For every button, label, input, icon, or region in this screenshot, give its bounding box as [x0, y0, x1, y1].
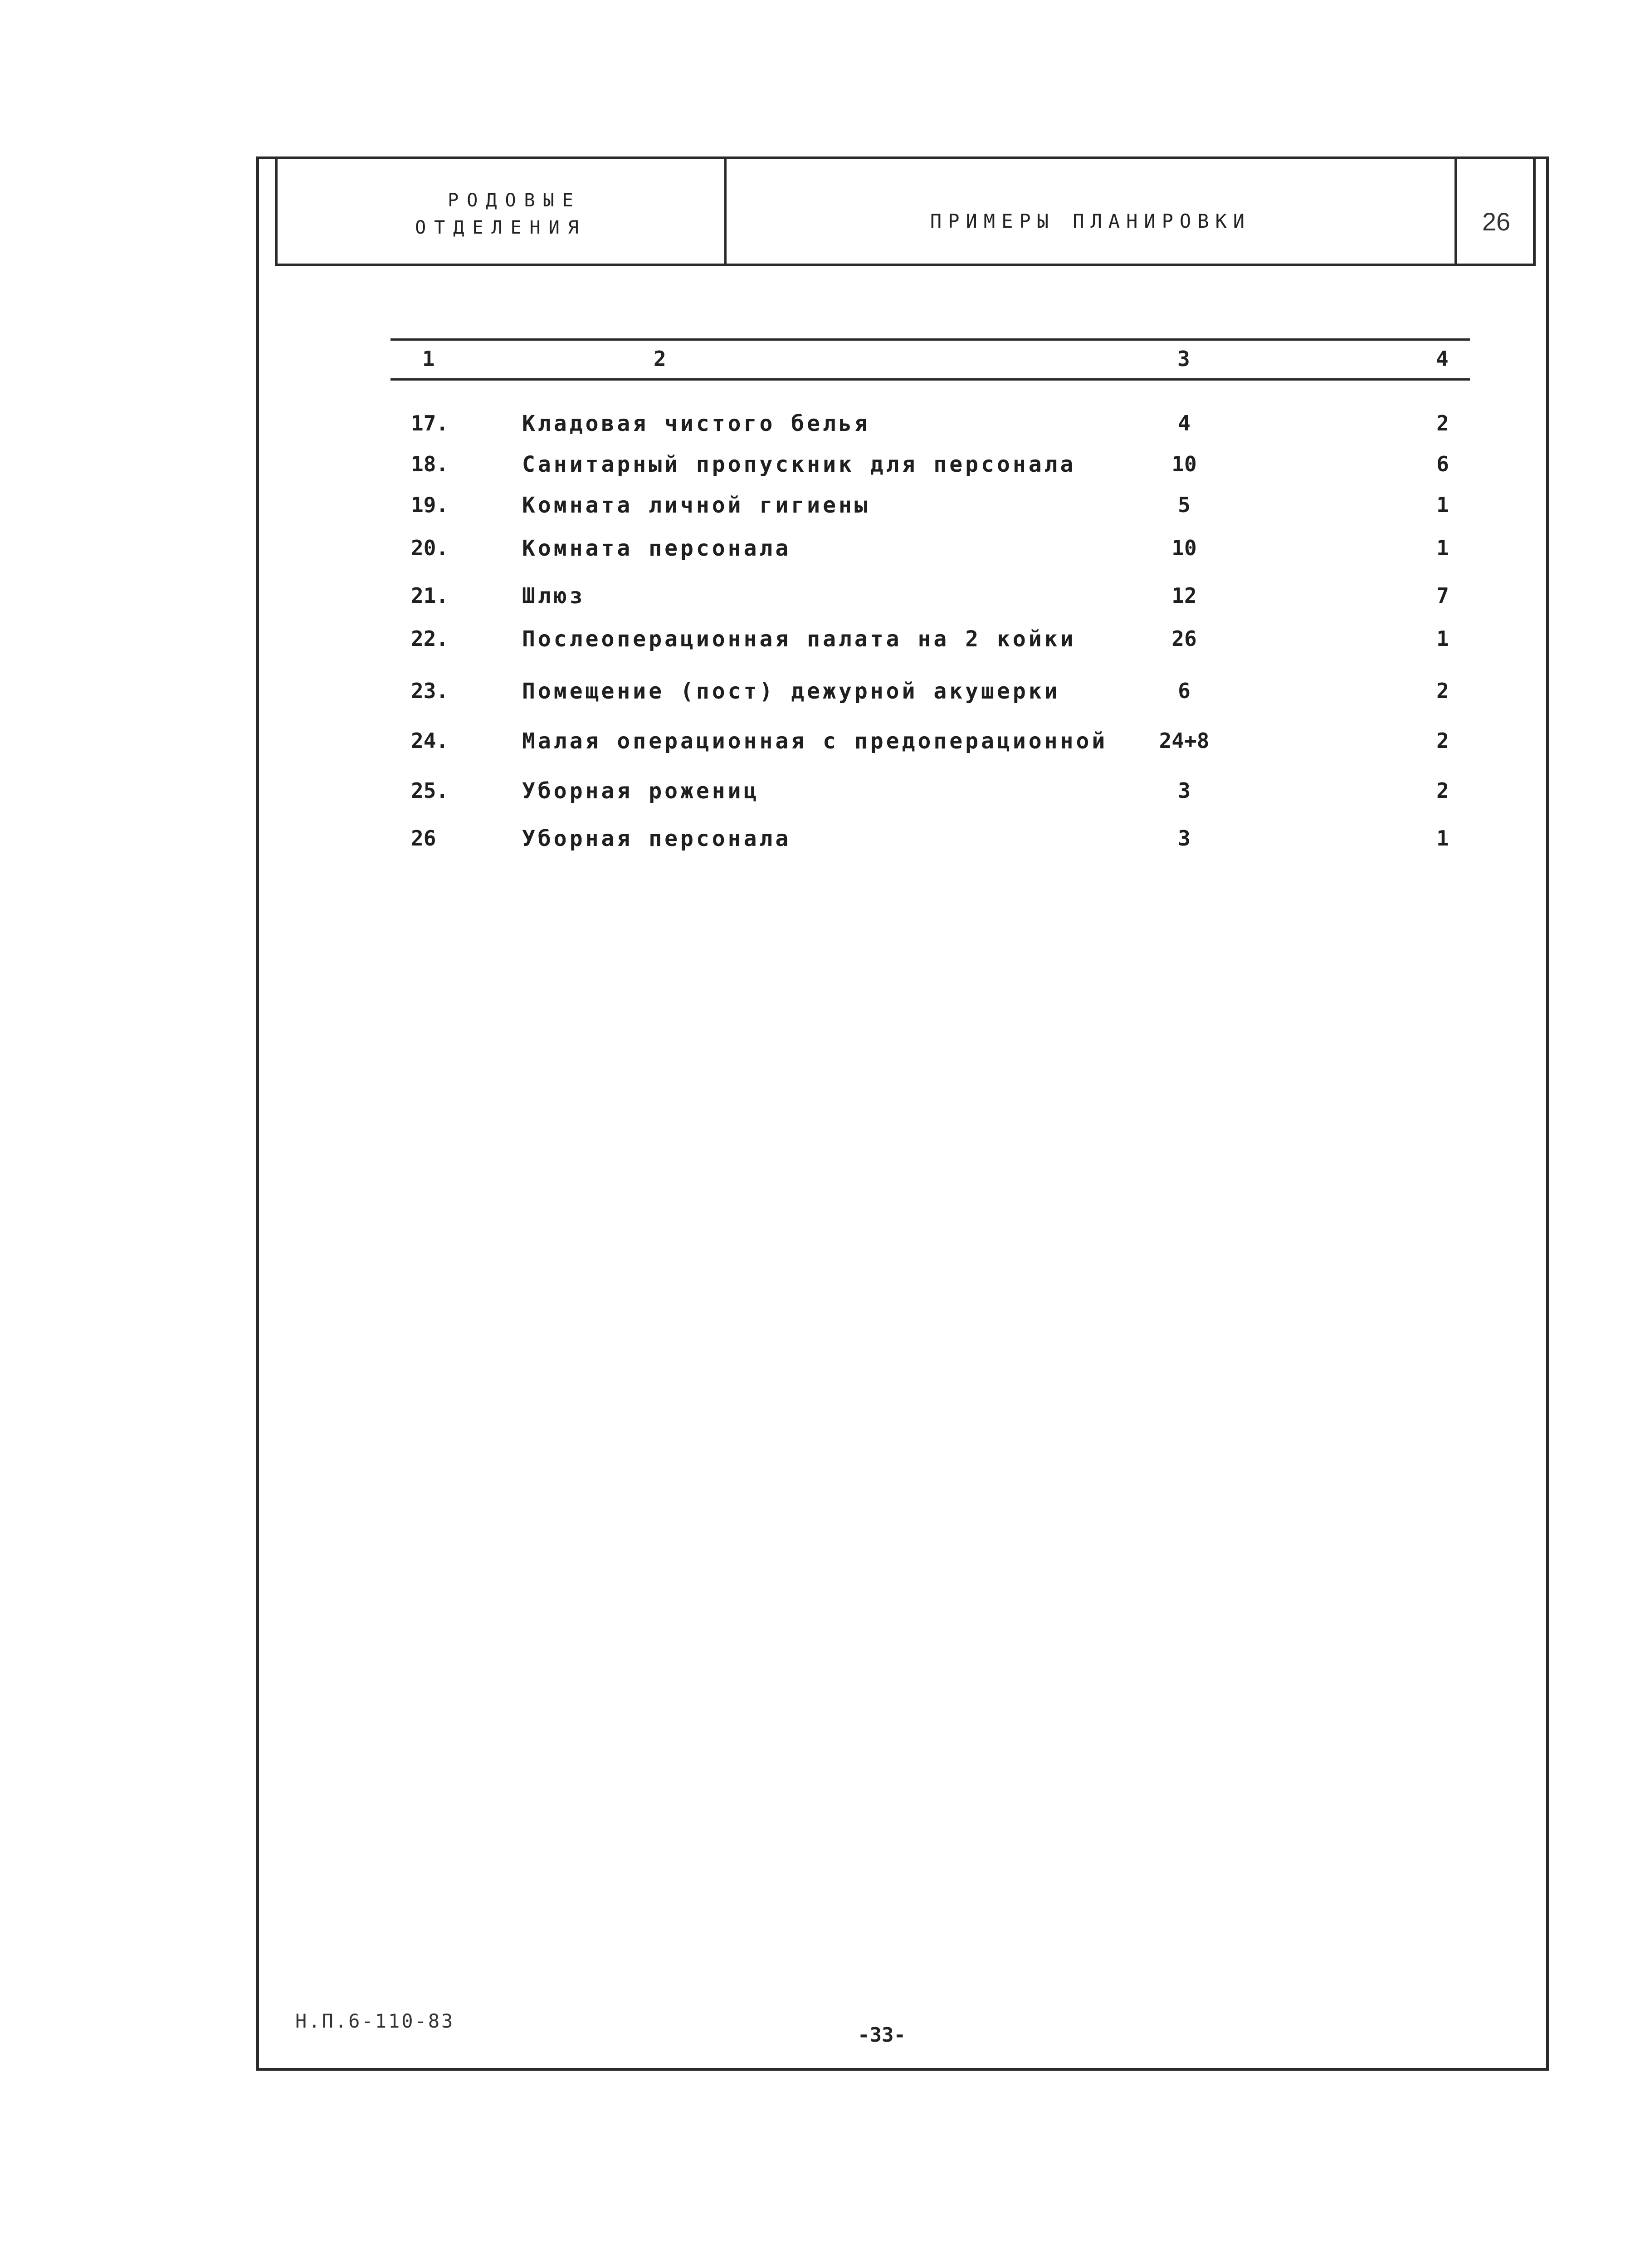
column-header-2: 2 [654, 347, 666, 371]
sheet-number: 26 [1482, 207, 1511, 236]
row-number: 21. [411, 583, 449, 608]
room-name: Комната личной гигиены [522, 493, 870, 518]
row-number: 17. [411, 411, 449, 435]
table-row [390, 826, 1470, 862]
document-code: Н.П.6-110-83 [295, 2010, 455, 2032]
table-header-rule [390, 378, 1470, 381]
title-block [275, 159, 1536, 266]
room-quantity: 2 [1436, 411, 1449, 435]
room-area: 5 [1178, 493, 1191, 517]
room-area: 3 [1178, 826, 1191, 850]
room-name: Уборная персонала [522, 826, 791, 851]
table-row [390, 536, 1470, 572]
row-number: 25. [411, 778, 449, 803]
room-quantity: 2 [1436, 679, 1449, 703]
room-quantity: 1 [1436, 493, 1449, 517]
document-sheet [256, 156, 1549, 2071]
table-top-rule [390, 338, 1470, 341]
room-area: 4 [1178, 411, 1191, 435]
table-row [390, 728, 1470, 765]
table-row [390, 778, 1470, 815]
row-number: 20. [411, 536, 449, 560]
room-quantity: 6 [1436, 452, 1449, 476]
room-quantity: 2 [1436, 778, 1449, 803]
table-row [390, 583, 1470, 620]
column-header-4: 4 [1436, 347, 1449, 371]
room-area: 3 [1178, 778, 1191, 803]
column-header-1: 1 [422, 347, 435, 371]
room-name: Уборная рожениц [522, 778, 760, 804]
room-name: Комната персонала [522, 536, 791, 561]
room-name: Шлюз [522, 583, 586, 609]
document-title: ПРИМЕРЫ ПЛАНИРОВКИ [930, 210, 1251, 232]
room-name: Кладовая чистого белья [522, 411, 870, 436]
room-area: 26 [1171, 626, 1197, 651]
room-quantity: 1 [1436, 826, 1449, 850]
row-number: 19. [411, 493, 449, 517]
table-row [390, 626, 1470, 663]
room-quantity: 7 [1436, 583, 1449, 608]
room-name: Малая операционная с предоперационной [522, 728, 1108, 754]
room-name: Санитарный пропускник для персонала [522, 452, 1076, 477]
title-cell [727, 159, 1457, 264]
room-area: 10 [1171, 452, 1197, 476]
page-number: -33- [858, 2024, 906, 2047]
table-row [390, 411, 1470, 447]
room-quantity: 2 [1436, 728, 1449, 753]
row-number: 23. [411, 679, 449, 703]
row-number: 18. [411, 452, 449, 476]
room-area: 6 [1178, 679, 1191, 703]
sheet-number-cell [1457, 159, 1536, 264]
room-area: 10 [1171, 536, 1197, 560]
section-name-line2: ОТДЕЛЕНИЯ [415, 217, 587, 238]
room-area: 24+8 [1159, 728, 1210, 753]
table-row [390, 493, 1470, 529]
room-quantity: 1 [1436, 536, 1449, 560]
room-quantity: 1 [1436, 626, 1449, 651]
table-row [390, 452, 1470, 488]
row-number: 22. [411, 626, 449, 651]
table-row [390, 679, 1470, 715]
row-number: 24. [411, 728, 449, 753]
row-number: 26 [411, 826, 436, 850]
section-name-line1: РОДОВЫЕ [448, 190, 581, 211]
column-header-3: 3 [1177, 347, 1190, 371]
room-area: 12 [1171, 583, 1197, 608]
section-cell [278, 159, 727, 264]
room-name: Послеоперационная палата на 2 койки [522, 626, 1076, 652]
room-name: Помещение (пост) дежурной акушерки [522, 679, 1060, 704]
